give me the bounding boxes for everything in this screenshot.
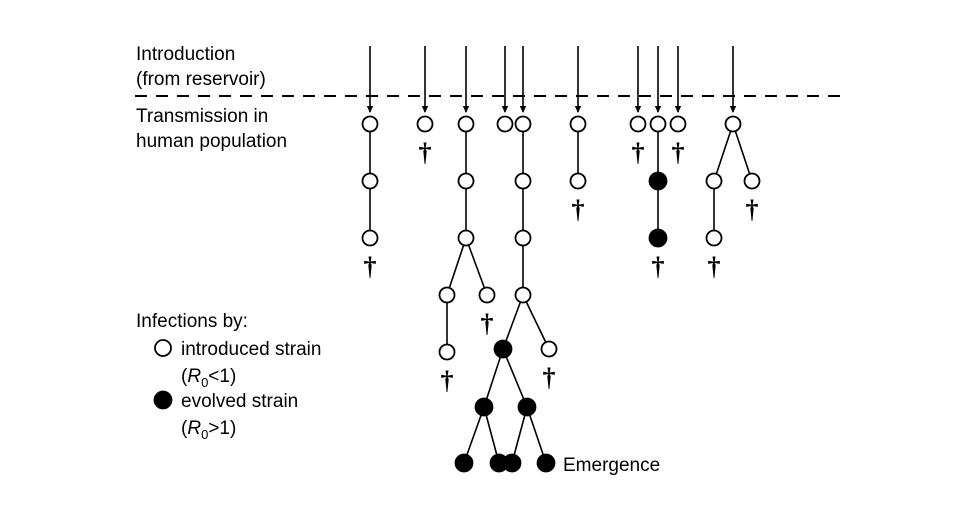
death-dagger-icon: † <box>745 195 759 224</box>
transmission-edge <box>447 238 466 295</box>
node-introduced-strain <box>745 174 760 189</box>
introduction-arrows <box>370 46 733 112</box>
death-dagger-icon: † <box>418 138 432 167</box>
transmission-edge <box>523 295 549 349</box>
death-dagger-icon: † <box>480 309 494 338</box>
node-evolved-strain <box>519 399 536 416</box>
node-introduced-strain <box>651 117 666 132</box>
node-introduced-strain <box>363 117 378 132</box>
legend-item-sub-introduced: $(R_0<1)$ <box>181 366 237 390</box>
death-dagger-icon: † <box>363 252 377 281</box>
node-introduced-strain <box>516 117 531 132</box>
node-introduced-strain <box>631 117 646 132</box>
legend-item-sub-evolved: $(R_0>1)$ <box>181 418 237 442</box>
legend-r0-symbol-introduced: R <box>187 366 202 387</box>
death-markers <box>364 138 759 395</box>
transmission-edge <box>714 124 733 181</box>
node-evolved-strain <box>538 455 555 472</box>
death-dagger-icon: † <box>631 138 645 167</box>
node-evolved-strain <box>476 399 493 416</box>
node-evolved-strain <box>650 173 667 190</box>
node-introduced-strain <box>726 117 741 132</box>
node-evolved-strain <box>650 230 667 247</box>
legend <box>136 311 321 442</box>
node-introduced-strain <box>459 231 474 246</box>
node-introduced-strain <box>571 174 586 189</box>
death-dagger-icon: † <box>707 252 721 281</box>
node-introduced-strain <box>459 117 474 132</box>
node-introduced-strain <box>480 288 495 303</box>
legend-item-label-evolved: evolved strain <box>181 391 299 412</box>
death-dagger-icon: † <box>571 195 585 224</box>
emergence-label: Emergence <box>563 455 661 476</box>
node-evolved-strain <box>495 341 512 358</box>
node-introduced-strain <box>363 174 378 189</box>
legend-filled-circle-icon <box>155 392 172 409</box>
node-evolved-strain <box>456 455 473 472</box>
death-dagger-icon: † <box>440 366 454 395</box>
node-introduced-strain <box>363 231 378 246</box>
node-introduced-strain <box>459 174 474 189</box>
infection-nodes <box>363 117 760 472</box>
introduction-label-line2: (from reservoir) <box>136 69 266 90</box>
node-introduced-strain <box>440 288 455 303</box>
node-introduced-strain <box>516 288 531 303</box>
legend-item-label-introduced: introduced strain <box>181 339 322 360</box>
transmission-edge <box>466 238 487 295</box>
node-introduced-strain <box>498 117 513 132</box>
node-introduced-strain <box>542 342 557 357</box>
death-dagger-icon: † <box>651 252 665 281</box>
node-introduced-strain <box>418 117 433 132</box>
legend-r0-symbol-evolved: R <box>187 418 202 439</box>
transmission-edge <box>503 349 527 407</box>
node-introduced-strain <box>671 117 686 132</box>
transmission-edge <box>733 124 752 181</box>
transmission-edges <box>370 124 752 463</box>
node-introduced-strain <box>516 174 531 189</box>
node-evolved-strain <box>504 455 521 472</box>
death-dagger-icon: † <box>542 363 556 392</box>
transmission-label-line2: human population <box>136 131 288 152</box>
introduction-label-line1: Introduction <box>136 44 236 65</box>
death-dagger-icon: † <box>671 138 685 167</box>
node-introduced-strain <box>516 231 531 246</box>
node-introduced-strain <box>440 345 455 360</box>
transmission-label-line1: Transmission in <box>136 106 269 127</box>
node-introduced-strain <box>571 117 586 132</box>
legend-title: Infections by: <box>136 311 248 332</box>
node-introduced-strain <box>707 174 722 189</box>
node-introduced-strain <box>707 231 722 246</box>
legend-open-circle-icon <box>155 340 171 356</box>
